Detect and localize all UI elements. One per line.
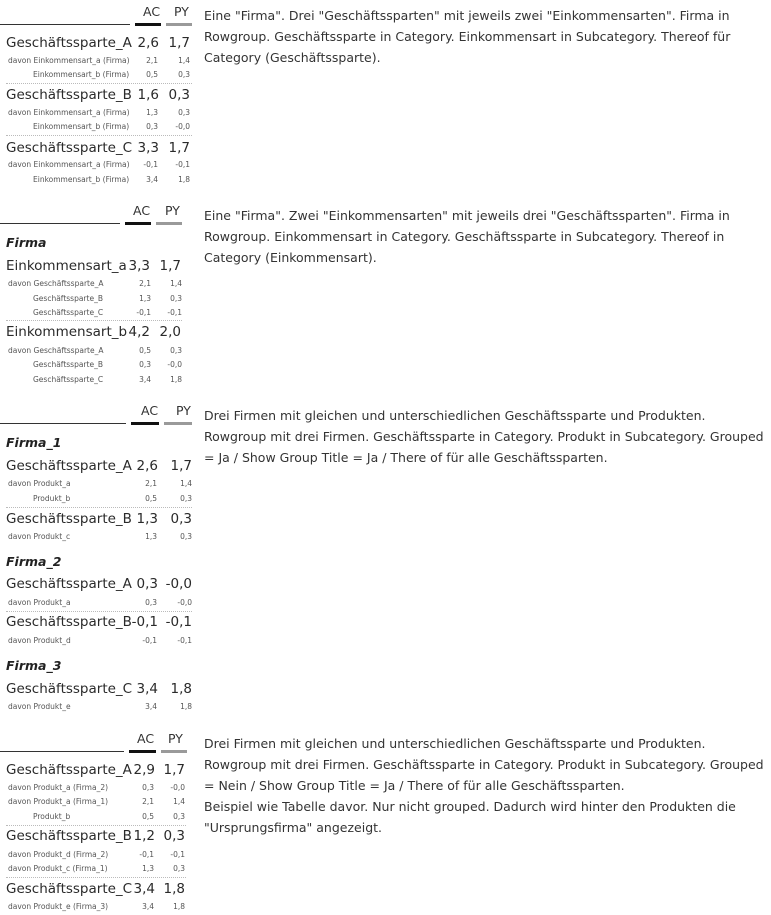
py-value: -0,0 (170, 783, 185, 792)
py-value: 0,3 (178, 70, 190, 79)
py-header-bar (156, 222, 182, 225)
subcategory-label: Geschäftssparte_C (33, 375, 104, 384)
ac-value: -0,1 (136, 308, 151, 317)
ac-value: 0,5 (142, 812, 154, 821)
ac-value: 3,3 (137, 140, 159, 156)
group-separator (6, 507, 192, 508)
category-label: Geschäftssparte_A (6, 762, 132, 778)
header-ac: AC (137, 731, 155, 746)
ac-value: -0,1 (131, 614, 158, 630)
subcategory-label: davon Produkt_a (Firma_2) (8, 783, 109, 792)
ac-value: 1,2 (133, 828, 155, 844)
table-4-description (204, 733, 770, 838)
py-value: 1,8 (173, 902, 185, 911)
subcategory-label: davon Produkt_c (8, 532, 71, 541)
py-value: 1,7 (170, 458, 192, 474)
py-value: 1,4 (170, 279, 182, 288)
firm-title: Firma_1 (6, 435, 62, 450)
subcategory-label: Produkt_b (33, 812, 71, 821)
header-py: PY (174, 4, 189, 19)
ac-value: 3,4 (142, 902, 154, 911)
py-value: -0,1 (170, 850, 185, 859)
py-value: 1,7 (168, 35, 190, 51)
ac-value: 1,3 (145, 532, 157, 541)
firm-title: Firma (6, 235, 47, 250)
category-label: Geschäftssparte_A (6, 35, 132, 51)
subcategory-label: davon Produkt_c (Firma_1) (8, 864, 108, 873)
firm-title: Firma_3 (6, 658, 62, 673)
py-value: 1,4 (173, 797, 185, 806)
subcategory-label: davon Produkt_a (Firma_1) (8, 797, 109, 806)
category-label: Geschäftssparte_B (6, 828, 132, 844)
table-header-rule (0, 24, 130, 25)
py-value: 1,7 (159, 258, 181, 274)
py-value: 2,0 (159, 324, 181, 340)
ac-value: 1,3 (139, 294, 151, 303)
py-value: 1,8 (163, 881, 185, 897)
description-paragraph: Eine "Firma". Drei "Geschäftssparten" mit jeweils zwei "Einkommensarten". Firma in Rowgroup. Geschäftssparte in Category. Einkommensart in Subcategory. Thereof für Category (Geschäftssparte). (204, 8, 731, 65)
py-value: 0,3 (170, 511, 192, 527)
category-label: Geschäftssparte_C (6, 140, 133, 156)
category-label: Geschäftssparte_B (6, 614, 132, 630)
subcategory-label: davon Produkt_e (Firma_3) (8, 902, 109, 911)
ac-value: 0,5 (145, 494, 157, 503)
ac-value: 2,1 (145, 479, 157, 488)
ac-value: 3,4 (145, 702, 157, 711)
ac-value: 1,3 (146, 108, 158, 117)
subcategory-label: Einkommensart_b (Firma) (33, 70, 130, 79)
py-value: -0,1 (175, 160, 190, 169)
ac-value: 3,4 (136, 681, 158, 697)
py-value: -0,0 (177, 598, 192, 607)
py-value: 0,3 (168, 87, 190, 103)
group-separator (6, 320, 182, 321)
ac-header-bar (135, 23, 161, 26)
ac-header-bar (131, 422, 159, 425)
py-value: 1,4 (178, 56, 190, 65)
ac-value: 0,3 (146, 122, 158, 131)
group-separator (6, 877, 186, 878)
py-value: 0,3 (173, 864, 185, 873)
ac-value: -0,1 (139, 850, 154, 859)
subcategory-label: davon Produkt_d (8, 636, 71, 645)
table-1 (0, 0, 200, 190)
ac-value: -0,1 (142, 636, 157, 645)
py-value: 1,7 (168, 140, 190, 156)
ac-value: 0,3 (136, 576, 158, 592)
description-paragraph: Drei Firmen mit gleichen und unterschiedlichen Geschäftssparte und Produkten. Rowgroup mit drei Firmen. Geschäftssparte in Category. Produkt in Subcategory. Grouped = Ja / Show Group Title = Ja / There of für alle Geschäftssparten. (204, 408, 764, 465)
category-label: Einkommensart_b (6, 324, 128, 340)
group-separator (6, 83, 192, 84)
ac-value: 2,9 (133, 762, 155, 778)
ac-value: 3,3 (128, 258, 150, 274)
py-value: -0,1 (177, 636, 192, 645)
ac-value: 0,3 (139, 360, 151, 369)
subcategory-label: Geschäftssparte_C (33, 308, 104, 317)
subcategory-label: davon Produkt_e (8, 702, 71, 711)
ac-value: 3,4 (133, 881, 155, 897)
table-4 (0, 728, 200, 915)
subcategory-label: Einkommensart_b (Firma) (33, 122, 130, 131)
category-label: Einkommensart_a (6, 258, 127, 274)
ac-value: 2,1 (146, 56, 158, 65)
ac-value: 1,6 (137, 87, 159, 103)
description-paragraph: Eine "Firma". Zwei "Einkommensarten" mit jeweils drei "Geschäftssparten". Firma in Rowgroup. Einkommensart in Category. Geschäftssparte in Subcategory. Thereof in Category (Einkommensart). (204, 208, 730, 265)
ac-value: 1,3 (142, 864, 154, 873)
category-label: Geschäftssparte_B (6, 511, 132, 527)
subcategory-label: davon Geschäftssparte_A (8, 346, 104, 355)
ac-value: 3,4 (146, 175, 158, 184)
py-value: 1,4 (180, 479, 192, 488)
header-ac: AC (133, 203, 151, 218)
py-value: 0,3 (178, 108, 190, 117)
firm-title: Firma_2 (6, 554, 62, 569)
table-header-rule (0, 223, 120, 224)
ac-value: 2,1 (142, 797, 154, 806)
py-value: 1,8 (180, 702, 192, 711)
py-value: -0,0 (167, 360, 182, 369)
header-py: PY (176, 403, 191, 418)
py-header-bar (164, 422, 192, 425)
category-label: Geschäftssparte_A (6, 576, 132, 592)
category-label: Geschäftssparte_C (6, 881, 133, 897)
category-label: Geschäftssparte_B (6, 87, 132, 103)
py-value: -0,1 (165, 614, 192, 630)
subcategory-label: davon Einkommensart_a (Firma) (8, 108, 130, 117)
py-value: -0,1 (167, 308, 182, 317)
subcategory-label: davon Einkommensart_a (Firma) (8, 160, 130, 169)
py-value: 1,8 (170, 681, 192, 697)
py-value: 0,3 (163, 828, 185, 844)
py-value: 0,3 (173, 812, 185, 821)
table-header-rule (0, 751, 124, 752)
group-separator (6, 825, 186, 826)
ac-value: 2,6 (136, 458, 158, 474)
py-header-bar (161, 750, 187, 753)
ac-header-bar (129, 750, 156, 753)
ac-value: 0,5 (146, 70, 158, 79)
subcategory-label: Geschäftssparte_B (33, 360, 103, 369)
subcategory-label: davon Geschäftssparte_A (8, 279, 104, 288)
ac-value: 0,3 (145, 598, 157, 607)
group-separator (6, 611, 192, 612)
py-value: 0,3 (170, 346, 182, 355)
ac-value: 2,6 (137, 35, 159, 51)
py-header-bar (166, 23, 192, 26)
subcategory-label: Geschäftssparte_B (33, 294, 103, 303)
description-paragraph: Drei Firmen mit gleichen und unterschiedlichen Geschäftssparte und Produkten. Rowgroup mit drei Firmen. Geschäftssparte in Category. Produkt in Subcategory. Grouped = Nein / Show Group Title = Ja / There of für alle Geschäftssparten. (204, 736, 764, 793)
group-separator (6, 135, 192, 136)
ac-value: 4,2 (128, 324, 150, 340)
category-label: Geschäftssparte_C (6, 681, 133, 697)
table-1-description (204, 5, 770, 68)
header-py: PY (165, 203, 180, 218)
py-value: 0,3 (180, 494, 192, 503)
table-2 (0, 200, 200, 390)
py-value: 0,3 (180, 532, 192, 541)
header-ac: AC (141, 403, 159, 418)
header-ac: AC (143, 4, 161, 19)
category-label: Geschäftssparte_A (6, 458, 132, 474)
subcategory-label: davon Einkommensart_a (Firma) (8, 56, 130, 65)
table-2-description (204, 205, 770, 268)
ac-value: 3,4 (139, 375, 151, 384)
ac-value: 1,3 (136, 511, 158, 527)
py-value: 1,7 (163, 762, 185, 778)
header-py: PY (168, 731, 183, 746)
subcategory-label: Einkommensart_b (Firma) (33, 175, 130, 184)
ac-value: 0,5 (139, 346, 151, 355)
subcategory-label: davon Produkt_a (8, 479, 71, 488)
table-3-description (204, 405, 770, 468)
ac-value: 2,1 (139, 279, 151, 288)
py-value: -0,0 (175, 122, 190, 131)
subcategory-label: Produkt_b (33, 494, 71, 503)
subcategory-label: davon Produkt_d (Firma_2) (8, 850, 109, 859)
ac-value: -0,1 (143, 160, 158, 169)
description-paragraph: Beispiel wie Tabelle davor. Nur nicht grouped. Dadurch wird hinter den Produkten die "Ursprungsfirma" angezeigt. (204, 799, 736, 835)
py-value: 1,8 (178, 175, 190, 184)
table-header-rule (0, 423, 126, 424)
py-value: 0,3 (170, 294, 182, 303)
ac-value: 0,3 (142, 783, 154, 792)
py-value: -0,0 (165, 576, 192, 592)
table-3 (0, 400, 200, 720)
ac-header-bar (125, 222, 151, 225)
subcategory-label: davon Produkt_a (8, 598, 71, 607)
py-value: 1,8 (170, 375, 182, 384)
